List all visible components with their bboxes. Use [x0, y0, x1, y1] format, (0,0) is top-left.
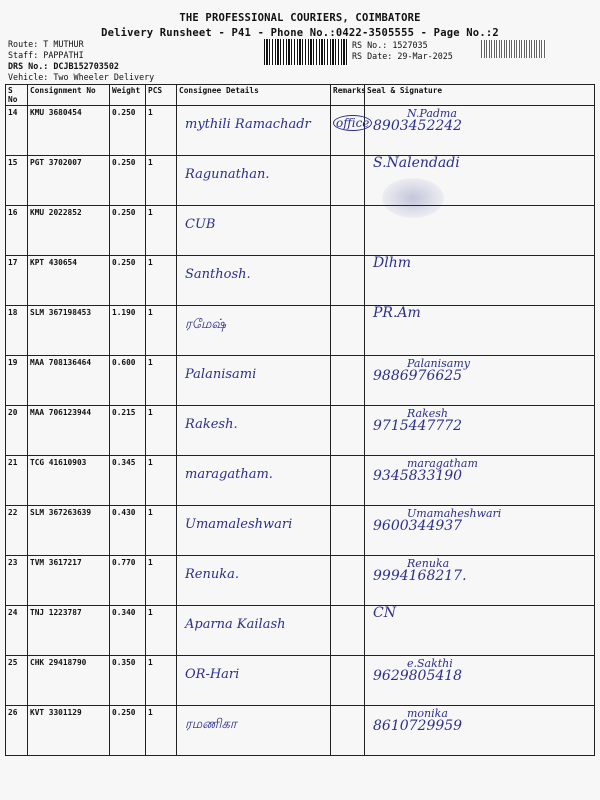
consignee-handwriting: ரமணிகா: [185, 717, 237, 732]
table-header-row: [6, 85, 595, 106]
table-row: [6, 606, 595, 656]
remarks-handwriting: office: [333, 115, 372, 131]
table-row: [6, 406, 595, 456]
row-seal-signature: [365, 706, 595, 756]
table-row: [6, 306, 595, 356]
table-row: [6, 106, 595, 156]
signature-phone: 9345833190: [373, 468, 463, 484]
row-consignee: [177, 656, 331, 706]
row-remarks: [331, 456, 365, 506]
table-row: [6, 256, 595, 306]
signature-stamp: [382, 178, 444, 218]
vehicle-label: Vehicle: Two Wheeler Delivery: [8, 72, 155, 82]
rs-date: RS Date: 29-Mar-2025: [352, 51, 453, 61]
row-weight: 1.190: [110, 306, 146, 356]
row-seal-signature: [365, 256, 595, 306]
route-info: [8, 39, 154, 83]
consignee-handwriting: Palanisami: [185, 367, 257, 382]
row-weight: 0.600: [110, 356, 146, 406]
row-remarks: [331, 506, 365, 556]
consignee-handwriting: OR-Hari: [185, 667, 240, 682]
row-pcs: 1: [146, 156, 177, 206]
table-row: [6, 506, 595, 556]
consignee-handwriting: Santhosh.: [185, 267, 251, 282]
row-weight: 0.250: [110, 156, 146, 206]
row-consignment-no: TCG 41610903: [28, 456, 110, 506]
signature-phone: S.Nalendadi: [373, 155, 460, 171]
row-remarks: [331, 206, 365, 256]
row-sno: 15: [6, 156, 28, 206]
col-remarks: Remarks: [331, 85, 365, 106]
row-pcs: 1: [146, 256, 177, 306]
signature-phone: 9715447772: [373, 418, 463, 434]
row-consignment-no: KMU 2022852: [28, 206, 110, 256]
row-remarks: [331, 356, 365, 406]
signature-phone: 9886976625: [373, 368, 463, 384]
signature-name: N.Padma: [407, 107, 457, 120]
row-pcs: 1: [146, 656, 177, 706]
drs-number: DRS No.: DCJB152703502: [8, 61, 119, 71]
row-pcs: 1: [146, 456, 177, 506]
signature-name: Umamaheshwari: [407, 507, 502, 520]
table-row: [6, 356, 595, 406]
col-weight: Weight: [110, 85, 146, 106]
row-sno: 23: [6, 556, 28, 606]
row-remarks: [331, 156, 365, 206]
company-title: THE PROFESSIONAL COURIERS, COIMBATORE: [179, 12, 421, 24]
row-weight: 0.770: [110, 556, 146, 606]
consignee-handwriting: CUB: [185, 217, 216, 232]
signature-name: e.Sakthi: [407, 657, 453, 670]
row-consignee: [177, 456, 331, 506]
row-consignment-no: CHK 29418790: [28, 656, 110, 706]
signature-name: Palanisamy: [407, 357, 470, 370]
route-label: Route: T MUTHUR: [8, 39, 84, 49]
row-pcs: 1: [146, 406, 177, 456]
col-pcs: PCS: [146, 85, 177, 106]
row-consignment-no: TNJ 1223787: [28, 606, 110, 656]
rs-number: RS No.: 1527035: [352, 40, 428, 50]
consignee-handwriting: Aparna Kailash: [185, 617, 286, 632]
signature-phone: PR.Am: [373, 305, 421, 321]
row-remarks: [331, 306, 365, 356]
row-pcs: 1: [146, 556, 177, 606]
col-consignee: Consignee Details: [177, 85, 331, 106]
signature-phone: 9600344937: [373, 518, 463, 534]
row-remarks: [331, 706, 365, 756]
row-seal-signature: [365, 106, 595, 156]
signature-phone: CN: [373, 605, 396, 621]
row-remarks: [331, 106, 370, 156]
consignee-handwriting: mythili Ramachadr: [185, 117, 311, 132]
consignee-handwriting: Umamaleshwari: [185, 517, 293, 532]
row-sno: 22: [6, 506, 28, 556]
row-consignment-no: TVM 3617217: [28, 556, 110, 606]
table-row: [6, 656, 595, 706]
col-sno: S No: [6, 85, 28, 106]
row-consignment-no: MAA 706123944: [28, 406, 110, 456]
row-remarks: [331, 406, 365, 456]
row-consignment-no: KMU 3680454: [28, 106, 110, 156]
drs-barcode: [264, 39, 349, 65]
row-pcs: 1: [146, 706, 177, 756]
row-pcs: 1: [146, 306, 177, 356]
staff-label: Staff: PAPPATHI: [8, 50, 84, 60]
table-row: [6, 156, 595, 206]
row-weight: 0.250: [110, 256, 146, 306]
signature-name: Renuka: [407, 557, 450, 570]
row-sno: 24: [6, 606, 28, 656]
rs-info: [352, 40, 453, 62]
row-weight: 0.250: [110, 106, 146, 156]
row-consignment-no: KPT 430654: [28, 256, 110, 306]
row-remarks: [331, 656, 365, 706]
row-seal-signature: [365, 656, 595, 706]
signature-phone: 8903452242: [373, 118, 463, 134]
row-seal-signature: [365, 356, 595, 406]
consignee-handwriting: Rakesh.: [185, 417, 238, 432]
consignee-handwriting: Renuka.: [185, 567, 239, 582]
consignee-handwriting: ரமேஷ்: [185, 317, 226, 332]
row-consignment-no: KVT 3301129: [28, 706, 110, 756]
row-consignment-no: SLM 367198453: [28, 306, 110, 356]
row-remarks: [331, 606, 365, 656]
row-pcs: 1: [146, 106, 177, 156]
row-weight: 0.350: [110, 656, 146, 706]
row-sno: 18: [6, 306, 28, 356]
row-consignee: [177, 206, 331, 256]
signature-phone: 9629805418: [373, 668, 463, 684]
row-consignment-no: MAA 708136464: [28, 356, 110, 406]
runsheet-title: Delivery Runsheet - P41 - Phone No.:0422-3505555 - Page No.:2: [101, 27, 499, 39]
row-seal-signature: [365, 456, 595, 506]
row-pcs: 1: [146, 206, 177, 256]
row-weight: 0.215: [110, 406, 146, 456]
row-sno: 16: [6, 206, 28, 256]
row-consignee: [177, 606, 331, 656]
row-sno: 20: [6, 406, 28, 456]
row-sno: 19: [6, 356, 28, 406]
row-seal-signature: [365, 406, 595, 456]
row-pcs: 1: [146, 356, 177, 406]
row-consignee: [177, 156, 331, 206]
row-consignee: [177, 356, 331, 406]
row-weight: 0.250: [110, 706, 146, 756]
row-remarks: [331, 556, 365, 606]
consignee-handwriting: Ragunathan.: [185, 167, 270, 182]
row-consignee: [177, 256, 331, 306]
row-sno: 21: [6, 456, 28, 506]
row-consignee: [177, 506, 331, 556]
row-remarks: [331, 256, 365, 306]
row-pcs: 1: [146, 606, 177, 656]
row-seal-signature: [365, 606, 595, 656]
table-row: [6, 706, 595, 756]
row-consignee: [177, 556, 331, 606]
row-pcs: 1: [146, 506, 177, 556]
row-seal-signature: [365, 506, 595, 556]
delivery-table: [5, 84, 595, 756]
row-consignment-no: PGT 3702007: [28, 156, 110, 206]
row-weight: 0.345: [110, 456, 146, 506]
signature-name: maragatham: [407, 457, 478, 470]
row-sno: 17: [6, 256, 28, 306]
signature-name: Rakesh: [407, 407, 448, 420]
row-sno: 25: [6, 656, 28, 706]
table-row: [6, 556, 595, 606]
row-weight: 0.340: [110, 606, 146, 656]
faint-barcode: [481, 40, 546, 58]
row-consignee: [177, 706, 331, 756]
row-seal-signature: [365, 306, 595, 356]
col-seal-signature: Seal & Signature: [365, 85, 595, 106]
row-consignment-no: SLM 367263639: [28, 506, 110, 556]
signature-phone: 9994168217.: [373, 568, 467, 584]
row-sno: 26: [6, 706, 28, 756]
row-seal-signature: [365, 556, 595, 606]
table-row: [6, 456, 595, 506]
consignee-handwriting: maragatham.: [185, 467, 273, 482]
row-consignee: [177, 306, 331, 356]
col-consignment: Consignment No: [28, 85, 110, 106]
row-weight: 0.430: [110, 506, 146, 556]
table-row: [6, 206, 595, 256]
row-consignee: [177, 106, 331, 156]
row-consignee: [177, 406, 331, 456]
signature-phone: 8610729959: [373, 718, 463, 734]
row-sno: 14: [6, 106, 28, 156]
row-weight: 0.250: [110, 206, 146, 256]
signature-phone: Dlhm: [373, 255, 411, 271]
signature-name: monika: [407, 707, 448, 720]
